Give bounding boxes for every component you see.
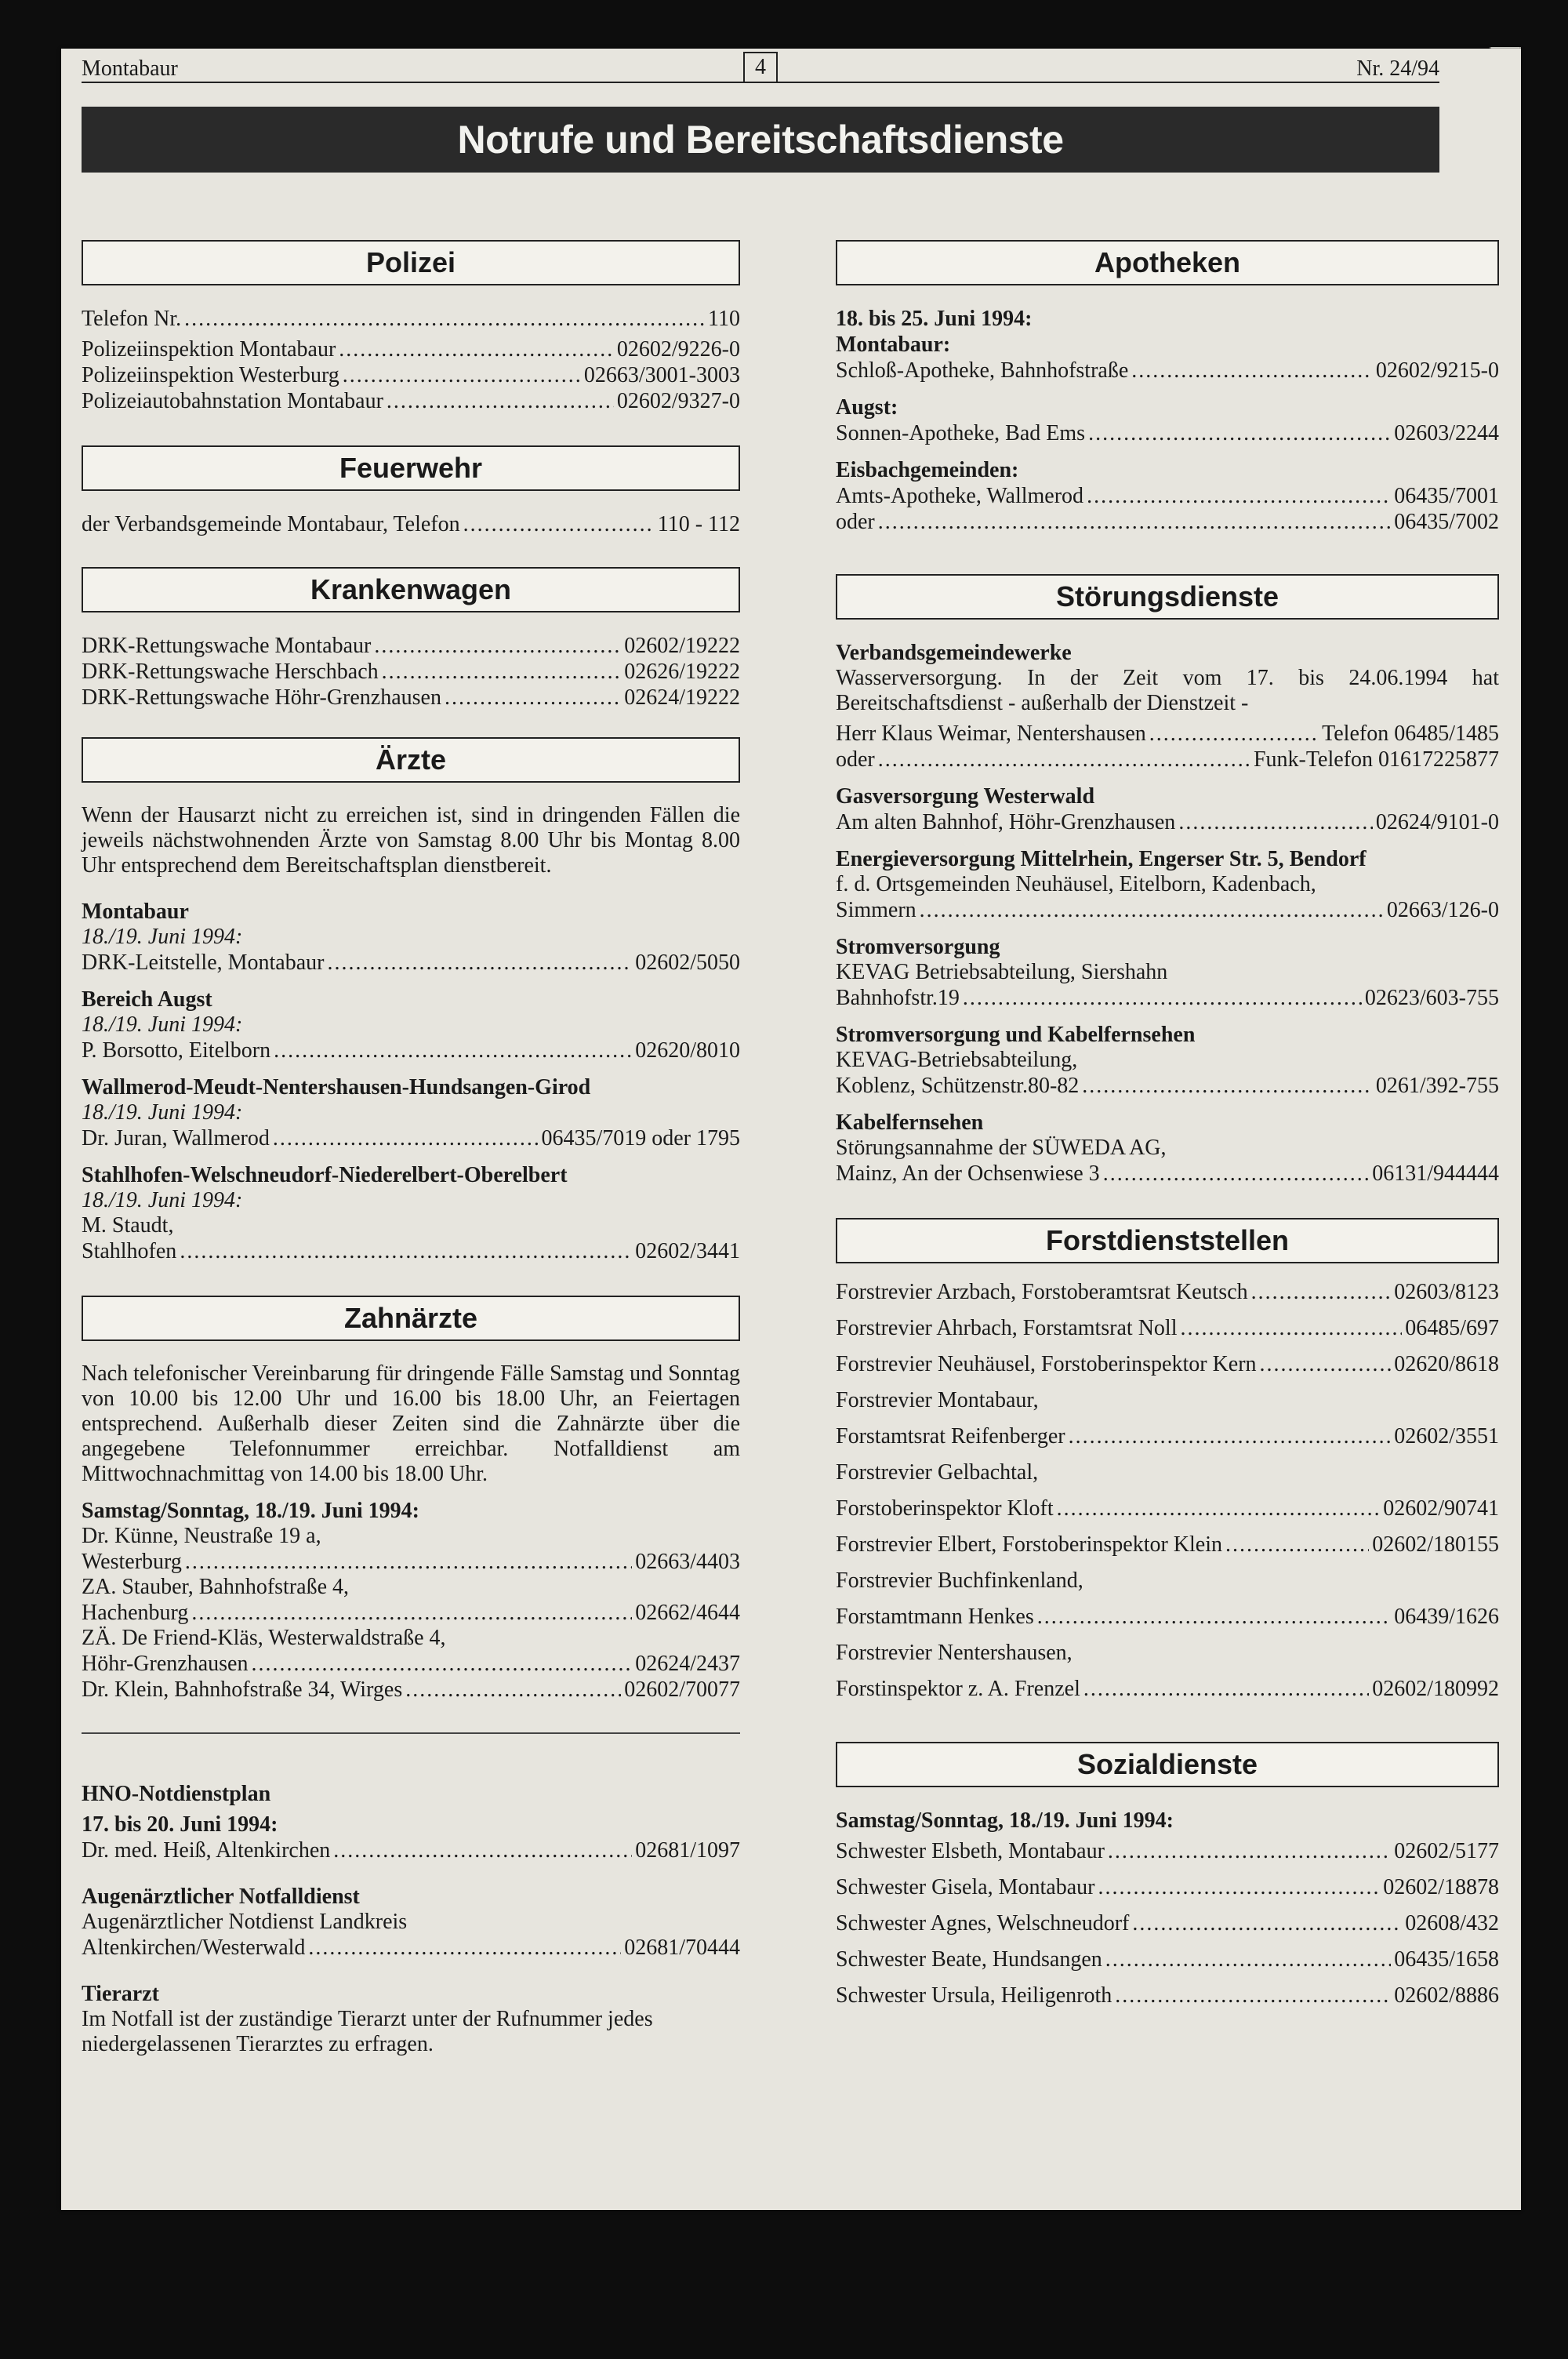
section-title-apotheken: Apotheken [836, 240, 1499, 285]
aerzte-group-name: Bereich Augst [82, 987, 212, 1012]
forst-row: Forstrevier Montabaur, [836, 1388, 1039, 1412]
section-title-feuerwehr: Feuerwehr [82, 445, 740, 491]
sozial-list [836, 1834, 1499, 2014]
section-title-sozialdienste: Sozialdienste [836, 1742, 1499, 1787]
aerzte-group-name: Wallmerod-Meudt-Nentershausen-Hundsangen-Girod [82, 1075, 591, 1100]
stoerung-text: Störungsannahme der SÜWEDA AG, [836, 1136, 1167, 1160]
stoerung-row: Mainz, An der Ochsenwiese 3 ..... 06131/944444 [836, 1161, 1499, 1187]
sozial-row: Schwester Ursula, Heiligenroth ..... 02602/8886 [836, 1978, 1499, 2014]
header-place: Montabaur [82, 56, 178, 81]
aerzte-row: Dr. Juran, Wallmerod ..... 06435/7019 oder 1795 [82, 1125, 740, 1151]
feuerwehr-row: der Verbandsgemeinde Montabaur, Telefon ..... 110 - 112 [82, 511, 740, 537]
zahnaerzte-entry-name: Dr. Künne, Neustraße 19 a, [82, 1524, 321, 1548]
stoerung-row: Simmern ..... 02663/126-0 [836, 897, 1499, 923]
zahnaerzte-entry-name: ZÄ. De Friend-Kläs, Westerwaldstraße 4, [82, 1626, 446, 1650]
forst-row: Forstrevier Arzbach, Forstoberamtsrat Keutsch ..... 02603/8123 [836, 1274, 1499, 1310]
sozial-row: Schwester Agnes, Welschneudorf ..... 02608/432 [836, 1906, 1499, 1942]
stoerung-subtitle: Kabelfernsehen [836, 1110, 984, 1135]
zahnaerzte-row: Höhr-Grenzhausen ..... 02624/2437 [82, 1651, 740, 1677]
stoerung-row: oder ..... Funk-Telefon 01617225877 [836, 747, 1499, 772]
aerzte-group-date: 18./19. Juni 1994: [82, 1188, 243, 1212]
aerzte-group-date: 18./19. Juni 1994: [82, 925, 243, 949]
apotheken-date: 18. bis 25. Juni 1994: [836, 307, 1033, 331]
krankenwagen-row: DRK-Rettungswache Höhr-Grenzhausen ..... 02624/19222 [82, 685, 740, 711]
forst-row: Forstrevier Nentershausen, [836, 1641, 1073, 1665]
section-title-krankenwagen: Krankenwagen [82, 567, 740, 612]
sozial-row: Schwester Gisela, Montabaur ..... 02602/18878 [836, 1870, 1499, 1906]
sozial-row: Schwester Beate, Hundsangen ..... 06435/1658 [836, 1942, 1499, 1978]
forst-row: Forstoberinspektor Kloft ..... 02602/90741 [836, 1491, 1499, 1527]
stoerung-text: KEVAG-Betriebsabteilung, [836, 1048, 1078, 1072]
forst-row: Forstrevier Ahrbach, Forstamtsrat Noll ..... 06485/697 [836, 1310, 1499, 1347]
forst-list [836, 1274, 1499, 1707]
polizei-row: Telefon Nr. ..... 110 [82, 306, 740, 332]
zahnaerzte-date: Samstag/Sonntag, 18./19. Juni 1994: [82, 1499, 419, 1523]
stoerung-text: f. d. Ortsgemeinden Neuhäusel, Eitelborn, Kadenbach, [836, 872, 1316, 896]
forst-row: Forstinspektor z. A. Frenzel ..... 02602/180992 [836, 1671, 1499, 1707]
forst-row: Forstrevier Buchfinkenland, [836, 1568, 1083, 1593]
aerzte-intro: Wenn der Hausarzt nicht zu erreichen ist, sind in dringenden Fällen die jeweils nächstwohnenden Ärzte von Samstag 8.00 Uhr bis Montag 8.00 Uhr entsprechend dem Bereitschaftsplan dienstbereit. [82, 803, 740, 878]
aerzte-group-date: 18./19. Juni 1994: [82, 1012, 243, 1037]
apotheken-row: Schloß-Apotheke, Bahnhofstraße ..... 02602/9215-0 [836, 358, 1499, 383]
polizei-row: Polizeiautobahnstation Montabaur ..... 02602/9327-0 [82, 388, 740, 414]
polizei-row: Polizeiinspektion Westerburg ..... 02663/3001-3003 [82, 362, 740, 388]
augen-row: Altenkirchen/Westerwald ..... 02681/70444 [82, 1935, 740, 1961]
section-title-polizei: Polizei [82, 240, 740, 285]
forst-row: Forstrevier Neuhäusel, Forstoberinspektor Kern ..... 02620/8618 [836, 1347, 1499, 1383]
apotheken-row: Amts-Apotheke, Wallmerod ..... 06435/7001 [836, 483, 1499, 509]
stoerung-subtitle: Stromversorgung und Kabelfernsehen [836, 1023, 1196, 1047]
stoerung-text: KEVAG Betriebsabteilung, Siershahn [836, 960, 1168, 984]
stoerung-subtitle: Stromversorgung [836, 935, 1000, 959]
issue-number: Nr. 24/94 [1356, 56, 1439, 81]
right-column [836, 240, 1499, 2014]
augen-text: Augenärztlicher Notdienst Landkreis [82, 1910, 408, 1934]
zahnaerzte-row: Dr. Klein, Bahnhofstraße 34, Wirges ..... 02602/70077 [82, 1677, 740, 1703]
forst-row: Forstrevier Elbert, Forstoberinspektor Klein ..... 02602/180155 [836, 1527, 1499, 1563]
krankenwagen-row: DRK-Rettungswache Montabaur ..... 02602/19222 [82, 633, 740, 659]
stoerung-subtitle: Energieversorgung Mittelrhein, Engerser Str. 5, Bendorf [836, 847, 1367, 871]
zahnaerzte-intro: Nach telefonischer Vereinbarung für dringende Fälle Samstag und Sonntag von 10.00 bis 12.00 Uhr und 16.00 bis 18.00 Uhr, an Feiertagen entsprechend. Außerhalb dieser Zeiten sind die Zahnärzte über die angegebene Telefonnummer erreichbar. Notfalldienst am Mittwochnachmittag von 14.00 bis 18.00 Uhr. [82, 1361, 740, 1486]
stoerung-subtitle: Verbandsgemeindewerke [836, 641, 1072, 665]
augen-title: Augenärztlicher Notfalldienst [82, 1885, 360, 1909]
apotheken-row: Sonnen-Apotheke, Bad Ems ..... 02603/2244 [836, 420, 1499, 446]
page-number-box: 4 [743, 52, 778, 83]
page-header [82, 52, 1439, 83]
section-title-zahnaerzte: Zahnärzte [82, 1296, 740, 1341]
zahnaerzte-entry-name: ZA. Stauber, Bahnhofstraße 4, [82, 1575, 350, 1599]
stoerung-row: Am alten Bahnhof, Höhr-Grenzhausen ..... 02624/9101-0 [836, 809, 1499, 835]
stoerung-row: Bahnhofstr.19 ..... 02623/603-755 [836, 985, 1499, 1011]
forst-row: Forstamtmann Henkes ..... 06439/1626 [836, 1599, 1499, 1635]
stoerung-row: Herr Klaus Weimar, Nentershausen ..... Telefon 06485/1485 [836, 721, 1499, 747]
polizei-row: Polizeiinspektion Montabaur ..... 02602/9226-0 [82, 336, 740, 362]
forst-row: Forstrevier Gelbachtal, [836, 1460, 1039, 1485]
apotheken-group-name: Augst: [836, 395, 898, 420]
forst-row: Forstamtsrat Reifenberger ..... 02602/3551 [836, 1419, 1499, 1455]
apotheken-group-name: Eisbachgemeinden: [836, 458, 1019, 482]
section-title-stoerungsdienste: Störungsdienste [836, 574, 1499, 620]
aerzte-row: Stahlhofen ..... 02602/3441 [82, 1238, 740, 1264]
sozial-row: Schwester Elsbeth, Montabaur ..... 02602/5177 [836, 1834, 1499, 1870]
hno-title: HNO-Notdienstplan [82, 1782, 271, 1806]
section-title-forstdienststellen: Forstdienststellen [836, 1218, 1499, 1263]
stoerung-text: Wasserversorgung. In der Zeit vom 17. bis 24.06.1994 hat Bereitschaftsdienst - außerhalb der Dienstzeit - [836, 666, 1499, 715]
sozial-date: Samstag/Sonntag, 18./19. Juni 1994: [836, 1808, 1174, 1833]
stoerung-subtitle: Gasversorgung Westerwald [836, 784, 1095, 809]
zahnaerzte-row: Westerburg ..... 02663/4403 [82, 1549, 740, 1575]
apotheken-group-name: Montabaur: [836, 333, 951, 357]
aerzte-group-date: 18./19. Juni 1994: [82, 1100, 243, 1125]
aerzte-entry-name: M. Staudt, [82, 1213, 174, 1238]
stoerung-row: Koblenz, Schützenstr.80-82 ..... 0261/392-755 [836, 1073, 1499, 1099]
hno-row: Dr. med. Heiß, Altenkirchen ..... 02681/1097 [82, 1837, 740, 1863]
zahnaerzte-row: Hachenburg ..... 02662/4644 [82, 1600, 740, 1626]
tierarzt-text: Im Notfall ist der zuständige Tierarzt unter der Rufnummer jedes niedergelassenen Tierarztes zu erfragen. [82, 2007, 653, 2056]
apotheken-row: oder ..... 06435/7002 [836, 509, 1499, 535]
aerzte-group-name: Stahlhofen-Welschneudorf-Niederelbert-Oberelbert [82, 1163, 568, 1187]
hno-date: 17. bis 20. Juni 1994: [82, 1812, 278, 1837]
aerzte-group-name: Montabaur [82, 900, 189, 924]
tierarzt-title: Tierarzt [82, 1982, 159, 2006]
aerzte-row: P. Borsotto, Eitelborn ..... 02620/8010 [82, 1038, 740, 1063]
aerzte-row: DRK-Leitstelle, Montabaur ..... 02602/5050 [82, 950, 740, 976]
krankenwagen-row: DRK-Rettungswache Herschbach ..... 02626/19222 [82, 659, 740, 685]
left-column [82, 240, 740, 2057]
section-title-aerzte: Ärzte [82, 737, 740, 783]
page-banner-title: Notrufe und Bereitschaftsdienste [82, 107, 1439, 173]
